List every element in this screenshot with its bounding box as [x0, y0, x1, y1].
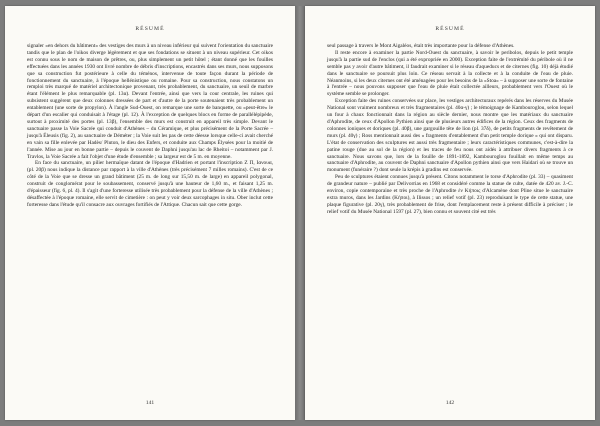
right-page	[305, 6, 595, 420]
book-gutter	[295, 6, 305, 420]
body-text	[327, 43, 573, 216]
paragraph: Il reste encore à examiner la partie Nord-Ouest du sanctuaire, à savoir le peribolos, depuis le petit temple jusqu'à la partie sud de l'enclos (qui a été expropriée en 2000). Exception faite de l'extrémité du péribole où il ne semble pas y avoir d'autre bâtiment, il faudrait examiner si le réseau d'aqueducs et de citernes (fig. 10) déjà étudié dans le sanctuaire se poursuit plus loin. Ce réseau servait à la collecte et à la conduite de l'eau de pluie. Néanmoins, si les deux citernes ont été aménagées pour les besoins de la «Stoa» – à supposer une sorte de fontaine à l'entrée – nous pouvons supposer que l'eau de pluie était collectée ailleurs, probablement vers l'Ouest où le système semble se prolonger.	[327, 49, 573, 98]
paragraph: seul passage à travers le Mont Aigaléos, était très importante pour la défense d'Athènes.	[327, 43, 515, 49]
page-number: 141	[145, 400, 155, 406]
running-head: RÉSUMÉ	[435, 26, 465, 32]
paragraph: Peu de sculptures étaient connues jusqu'à présent. Citons notamment le torse d'Aphrodite (pl. 33) – quasiment de grandeur nature – publié par Delivorrias en 1968 et considéré comme la statue de culte, datée de 420 av. J.-C. environ, copie contemporaine et très proche de l'Aphrodite ὲν Κήποις d'Alcamène dont Pline situe le sanctuaire extra muros, dans les Jardins (Κήποι), à Ilissos ; un relief votif (pl. 23) reproduisant le type de cette statue, une plaque figurative (pl. 20γ), très probablement de frise, dont l'emplacement reste à présent difficile à préciser ; le relief votif du Musée National 1597 (pl. 27), bien connu et souvent cité est très	[327, 174, 573, 215]
paragraph: Exception faite des ruines conservées sur place, les vestiges architecturaux repérés dans les réserves du Musée National sont vraiment nombreux et très fragmentaires (pl. 40α-γ) ; le témoignage de Kambouroglou, selon lequel un four à chaux fonctionnait dans la région au siècle dernier, nous montre que les matériaux du sanctuaire d'Aphrodite, de ceux d'Apollon Pythien ainsi que de plusieurs autres édifices de la région. Ceux des fragments de colonnes ioniques et doriques (pl. 40β), une gargouille tête de lion (pl. 37δ), de petits fragments de revêtement de murs (pl. 40γ) ; Ross mentionnait aussi des « fragments d'entablement d'un petit temple dorique » qui ont disparu. L'état de conservation des sculptures est aussi très fragmentaire ; leurs caractéristiques communes, c'est-à-dire la patine rouge (due au sol de la région) et les traces de feu nous ont aidés à attribuer divers fragments à ce sanctuaire. Nous savons que, lors de la fouille de 1891-1892, Kambouroglou fouillait en même temps au sanctuaire d'Aphrodite, au couvent de Daphni sanctuaire d'Apollon pythien ainsi que vers Haidari où se trouve un monument (funéraire ?) dont seule la krépis à gradins est conservée.	[327, 98, 573, 174]
paragraph: En face du sanctuaire, un pilier hermaïque datant de l'époque d'Hadrien et portant l'inscription Z Π, Ιανουα, (pl. 20β) nous indique la distance par rapport à la ville d'Athènes (très précisément 7 milles romains). C'est de ce côté de la Voie que se dresse un grand bâtiment (25 m. de long sur 15,50 m. de large) en appareil polygonal, construit de conglomérat pour le soubassement, conservé jusqu'à une hauteur de 1,60 m., et faisant 1,25 m. d'épaisseur (fig. 6, pl. 4). Il s'agit d'une forteresse utilisée très probablement pour la défense de la ville d'Athènes ; désaffectée à l'époque romaine, elle servit de cimetière : on peut y voir deux sarcophages in situ. Ober inclut cette forteresse dans l'étude qu'il consacre aux ouvrages fortifiés de l'Attique. Chacun sait que cette gorge.	[27, 160, 273, 208]
page-number: 142	[445, 400, 455, 406]
paragraph: signaler «en dehors du bâtiment» des vestiges des murs à un niveau inférieur qui suivent l'orientation du sanctuaire tandis que le plan de l'oikos diverge légèrement et que ses fondations se situent à un niveau supérieur. Cet oikos est connu sous le nom de maison de prêtres, ou, plus simplement un petit hôtel ; étant donné que les fouilles effectuées dans les années 1930 ont livré nombre de débris d'inscriptions, encastrés dans ses murs, nous supposons que sa construction fut postérieure à celle du téménos, intervenue de toute façon durant la période de fonctionnement du sanctuaire, à l'époque hellénistique ou romaine. Pour sa construction, nous constatons un remploi très marqué de matériel architectonique provenant, très probablement, du sanctuaire, un seuil de marbre étant l'élément le plus remarquable (pl. 13α). Devant l'entrée, ainsi que vers la cour centrale, les ruines qui subsistent suggèrent que deux colonnes dressées de part et d'autre de la porte soutenaient très probablement un entablement (une sorte de propylon). À l'angle Sud-Ouest, on remarque une sorte de banquette, ou «peut-être» le départ d'un escalier qui conduisait à l'étage (pl. 12). À l'exception de quelques blocs en forme de parallélépipède, surtout à proximité des portes (pl. 13β), l'ensemble des murs est construit en appareil très simple. Devant le sanctuaire passe la Voie Sacrée qui conduit d'Athènes – du Céramique, et plus précisément de la Porte Sacrée – jusqu'à Éleusis (fig. 2), au sanctuaire de Déméter ; la Voie suit les pas de cette déesse lorsque celle-ci avait cherché en vain sa fille enlevée par Hadès/ Pluton, le dieu des Enfers, et conduite aux Champs Élysées pour la moitié de l'année. Mise au jour en bonne partie – depuis le couvent de Daphni jusqu'au lac de Rheitoi – notamment par J. Travlos, la Voie Sacrée a fait l'objet d'une étude d'ensemble ; sa largeur est de 5 m. en moyenne.	[27, 43, 273, 160]
body-text	[27, 43, 273, 209]
running-head: RÉSUMÉ	[135, 26, 165, 32]
left-page	[5, 6, 295, 420]
